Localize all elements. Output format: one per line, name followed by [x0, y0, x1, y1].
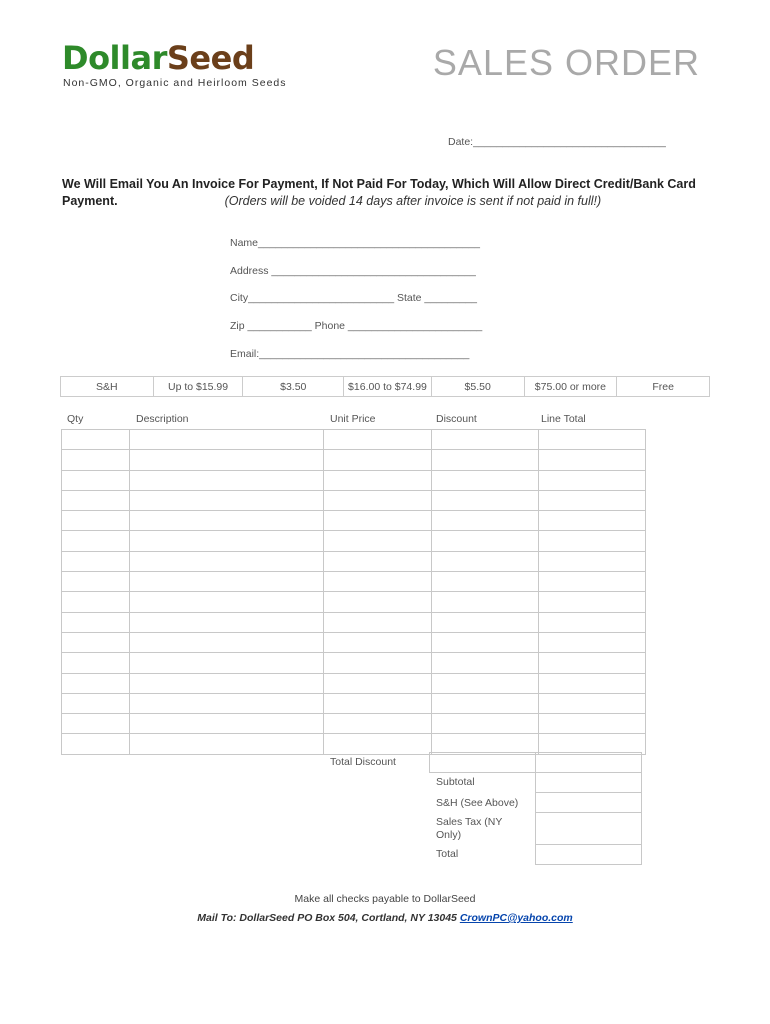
table-cell[interactable]: [62, 673, 130, 693]
table-row: [62, 653, 646, 673]
logo: [62, 40, 254, 76]
total-cell[interactable]: [535, 844, 642, 865]
table-cell[interactable]: [130, 450, 324, 470]
sales-tax-cell[interactable]: [535, 812, 642, 845]
table-cell[interactable]: [324, 572, 432, 592]
table-cell[interactable]: [324, 653, 432, 673]
table-cell[interactable]: [324, 430, 432, 450]
name-field[interactable]: Name______________________________________: [230, 237, 480, 249]
table-cell[interactable]: [62, 490, 130, 510]
table-cell[interactable]: [62, 592, 130, 612]
table-cell[interactable]: [324, 632, 432, 652]
table-cell[interactable]: [539, 490, 646, 510]
table-cell[interactable]: [324, 470, 432, 490]
col-unit-price: Unit Price: [330, 413, 376, 425]
mail-text: Mail To: DollarSeed PO Box 504, Cortland, NY 13045: [197, 912, 457, 924]
checks-note: Make all checks payable to DollarSeed: [294, 893, 476, 905]
table-cell[interactable]: [130, 511, 324, 531]
table-cell[interactable]: [432, 653, 539, 673]
table-cell[interactable]: [432, 450, 539, 470]
table-cell[interactable]: [432, 714, 539, 734]
table-row: [62, 490, 646, 510]
table-cell[interactable]: [62, 612, 130, 632]
shipping-cell: $16.00 to $74.99: [344, 377, 432, 397]
table-cell[interactable]: [62, 531, 130, 551]
table-cell[interactable]: [130, 490, 324, 510]
table-cell[interactable]: [539, 714, 646, 734]
table-row: [62, 673, 646, 693]
table-cell[interactable]: [130, 551, 324, 571]
table-cell[interactable]: [130, 531, 324, 551]
table-row: [62, 470, 646, 490]
logo-tagline: Non-GMO, Organic and Heirloom Seeds: [63, 77, 287, 89]
table-cell[interactable]: [130, 612, 324, 632]
table-cell[interactable]: [324, 673, 432, 693]
table-cell[interactable]: [324, 551, 432, 571]
table-cell[interactable]: [62, 470, 130, 490]
col-qty: Qty: [67, 413, 84, 425]
table-cell[interactable]: [130, 470, 324, 490]
table-row: [62, 450, 646, 470]
city-state-field[interactable]: City_________________________ State _________: [230, 292, 477, 304]
table-cell[interactable]: [539, 470, 646, 490]
table-cell[interactable]: [130, 734, 324, 754]
shipping-cell: S&H: [61, 377, 154, 397]
notice-main: We Will Email You An Invoice For Payment, If Not Paid For Today, Which Will Allow Direct Credit/Bank Card Payment.: [62, 177, 696, 208]
table-cell[interactable]: [539, 592, 646, 612]
table-cell[interactable]: [324, 612, 432, 632]
shipping-cell: $5.50: [431, 377, 524, 397]
table-cell[interactable]: [324, 450, 432, 470]
table-cell[interactable]: [324, 531, 432, 551]
table-cell[interactable]: [130, 592, 324, 612]
sh-cell[interactable]: [535, 792, 642, 813]
table-cell[interactable]: [62, 551, 130, 571]
sh-label: S&H (See Above): [436, 797, 519, 809]
logo-dollar: Dollar: [62, 39, 167, 77]
address-field[interactable]: Address ___________________________________: [230, 265, 476, 277]
table-cell[interactable]: [62, 653, 130, 673]
zip-phone-field[interactable]: Zip ___________ Phone _______________________: [230, 320, 483, 332]
total-discount-label: Total Discount: [330, 756, 396, 768]
table-cell[interactable]: [432, 632, 539, 652]
total-discount-cell[interactable]: [429, 752, 536, 773]
table-cell[interactable]: [432, 531, 539, 551]
date-field[interactable]: Date:_________________________________: [448, 136, 666, 148]
table-row: [62, 572, 646, 592]
table-cell[interactable]: [62, 734, 130, 754]
table-cell[interactable]: [539, 430, 646, 450]
table-cell[interactable]: [62, 693, 130, 713]
shipping-cell: Free: [617, 377, 710, 397]
subtotal-cell[interactable]: [535, 772, 642, 793]
table-row: [62, 430, 646, 450]
table-cell[interactable]: [432, 551, 539, 571]
table-cell[interactable]: [324, 592, 432, 612]
table-row: [62, 714, 646, 734]
email-field[interactable]: Email:____________________________________: [230, 348, 470, 360]
table-row: [62, 693, 646, 713]
table-row: [62, 632, 646, 652]
shipping-cell: $75.00 or more: [524, 377, 617, 397]
table-cell[interactable]: [324, 734, 432, 754]
table-cell[interactable]: [432, 430, 539, 450]
table-row: [62, 531, 646, 551]
page-title: SALES ORDER: [432, 42, 700, 83]
col-discount: Discount: [436, 413, 477, 425]
table-row: [62, 551, 646, 571]
table-cell[interactable]: [62, 511, 130, 531]
table-cell[interactable]: [130, 673, 324, 693]
table-cell[interactable]: [324, 490, 432, 510]
table-cell[interactable]: [432, 673, 539, 693]
table-cell[interactable]: [324, 714, 432, 734]
table-cell[interactable]: [130, 714, 324, 734]
shipping-cell: $3.50: [243, 377, 344, 397]
table-cell[interactable]: [432, 490, 539, 510]
items-table: [61, 429, 646, 755]
table-cell[interactable]: [539, 632, 646, 652]
table-row: [62, 592, 646, 612]
table-cell[interactable]: [539, 673, 646, 693]
table-cell[interactable]: [130, 430, 324, 450]
email-link[interactable]: CrownPC@yahoo.com: [459, 912, 573, 924]
col-line-total: Line Total: [541, 413, 586, 425]
shipping-cell: Up to $15.99: [153, 377, 243, 397]
notice-note: (Orders will be voided 14 days after invoice is sent if not paid in full!): [224, 194, 602, 208]
table-cell[interactable]: [130, 632, 324, 652]
table-cell[interactable]: [62, 430, 130, 450]
table-cell[interactable]: [130, 653, 324, 673]
col-description: Description: [136, 413, 189, 425]
table-cell[interactable]: [130, 572, 324, 592]
table-cell[interactable]: [539, 551, 646, 571]
table-cell[interactable]: [432, 693, 539, 713]
subtotal-label: Subtotal: [436, 776, 475, 788]
table-cell[interactable]: [539, 612, 646, 632]
table-row: [62, 511, 646, 531]
logo-seed: Seed: [166, 39, 255, 77]
table-row: [62, 612, 646, 632]
table-cell[interactable]: [62, 450, 130, 470]
table-cell[interactable]: [62, 714, 130, 734]
table-cell[interactable]: [432, 470, 539, 490]
table-cell[interactable]: [432, 612, 539, 632]
payment-notice: [62, 176, 702, 210]
total-discount-total-cell[interactable]: [535, 752, 642, 773]
shipping-table: [60, 376, 710, 397]
table-cell[interactable]: [324, 511, 432, 531]
table-cell[interactable]: [539, 450, 646, 470]
sales-tax-label: Sales Tax (NY Only): [436, 816, 503, 841]
table-cell[interactable]: [539, 693, 646, 713]
table-cell[interactable]: [432, 511, 539, 531]
table-cell[interactable]: [62, 632, 130, 652]
table-cell[interactable]: [324, 693, 432, 713]
table-cell[interactable]: [62, 572, 130, 592]
table-cell[interactable]: [539, 653, 646, 673]
table-cell[interactable]: [432, 572, 539, 592]
total-label: Total: [436, 848, 459, 860]
table-cell[interactable]: [539, 531, 646, 551]
table-cell[interactable]: [539, 572, 646, 592]
mail-address: [0, 912, 770, 924]
table-cell[interactable]: [539, 511, 646, 531]
table-cell[interactable]: [130, 693, 324, 713]
table-cell[interactable]: [432, 592, 539, 612]
